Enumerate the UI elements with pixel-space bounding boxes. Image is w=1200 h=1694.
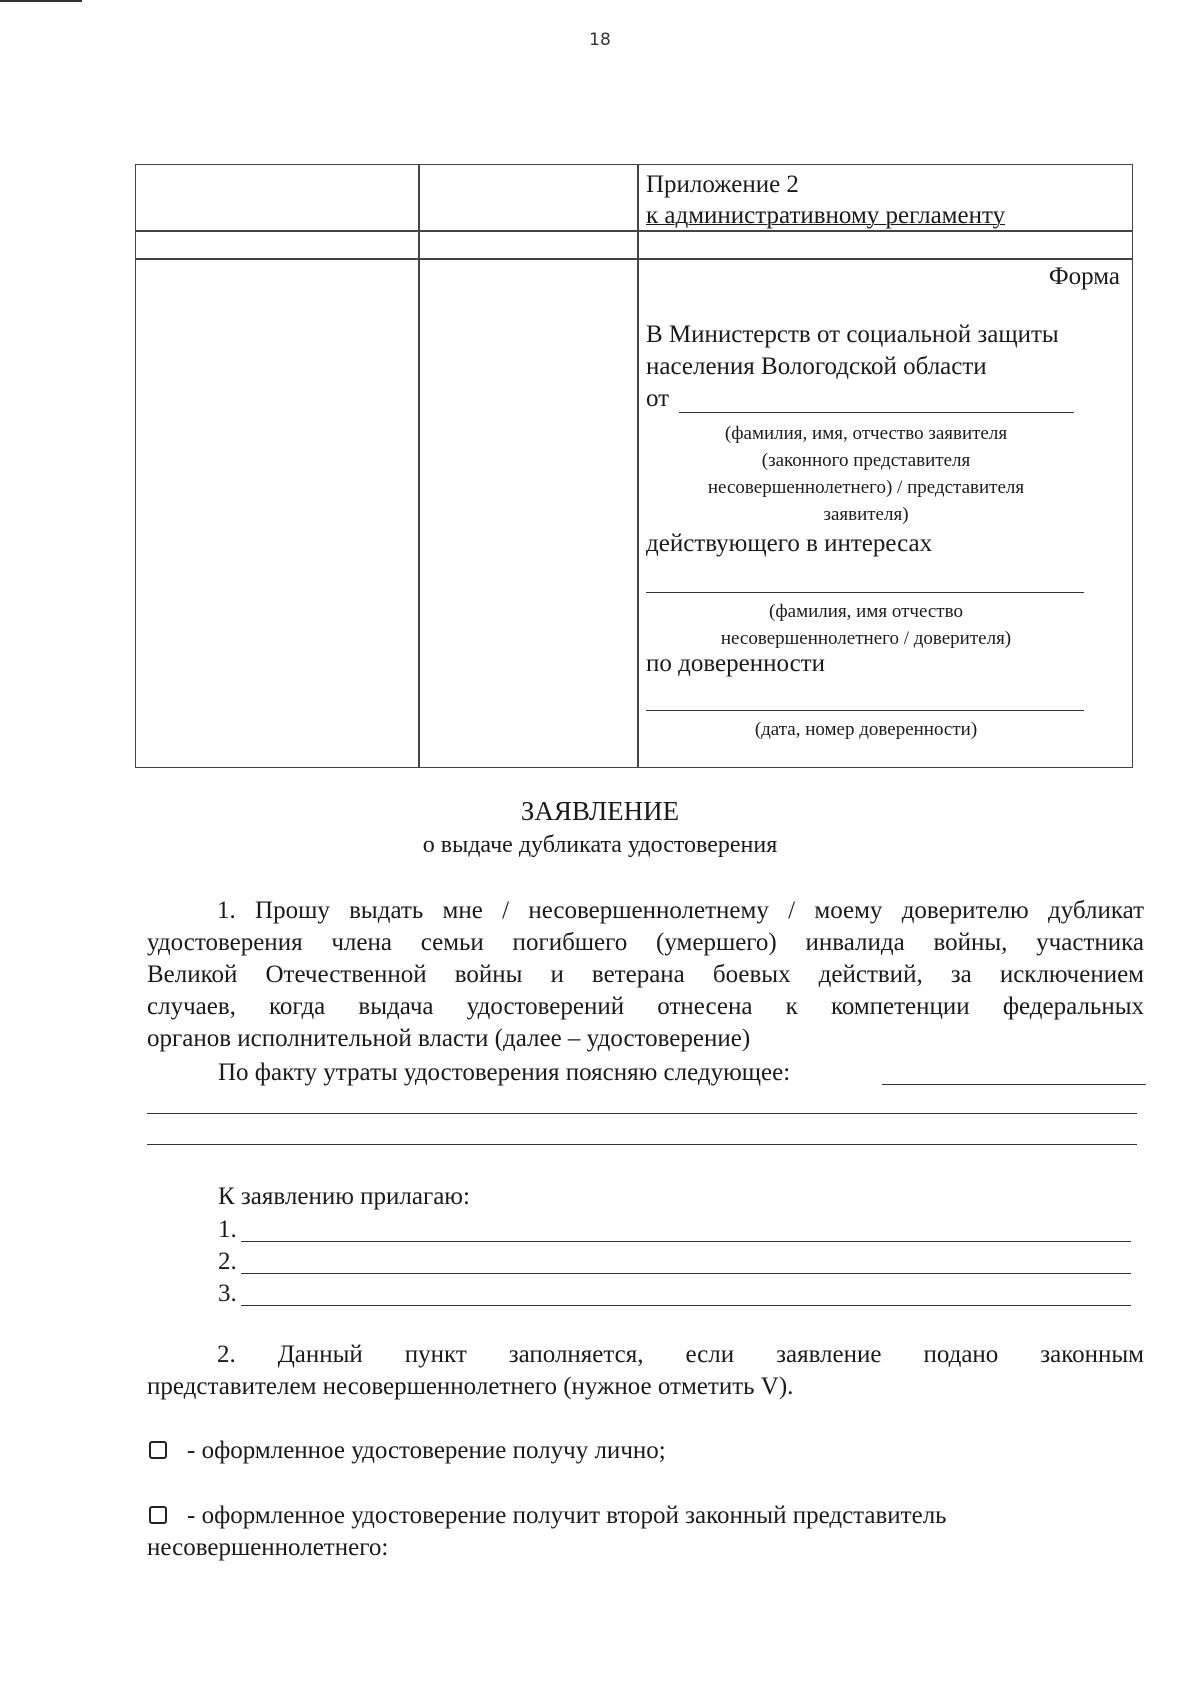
attachment-field-2[interactable] [241,1273,1131,1274]
request-line-1: 1. Прошу выдать мне / несовершеннолетнему / моему доверителю дубликат [217,897,1144,924]
document-subtitle: о выдаче дубликата удостоверения [422,832,778,858]
recipient-line-2: населения Вологодской области [646,353,987,380]
option-second-representative-checkbox[interactable] [149,1506,167,1524]
acting-label: действующего в интересах [646,530,933,557]
representative-line-1: 2. Данный пункт заполняется, если заявление подано законным [217,1341,1144,1368]
attachments-label: К заявлению прилагаю: [218,1183,470,1210]
applicant-note-1: (фамилия, имя, отчество заявителя [724,423,1008,444]
loss-explanation-field-2[interactable] [147,1113,1137,1114]
row-divider-2 [136,258,1132,260]
attachment-number-2: 2. [218,1248,237,1275]
from-label: от [646,385,670,412]
representative-line-2: представителем несовершеннолетнего (нужное отметить V). [147,1373,794,1400]
corner-mark [0,0,82,2]
power-of-attorney-field[interactable] [646,710,1084,711]
power-of-attorney-note: (дата, номер доверенности) [754,719,978,740]
document-title: ЗАЯВЛЕНИЕ [520,796,680,826]
applicant-note-2: (законного представителя [761,450,971,471]
option-receive-personally-checkbox[interactable] [149,1441,167,1459]
option-receive-personally-label: - оформленное удостоверение получу лично; [187,1437,666,1464]
header-table [135,164,1133,768]
column-divider-2 [637,165,639,767]
attachment-number-1: 1. [218,1216,237,1243]
request-line-5: органов исполнительной власти (далее – удостоверение) [147,1025,751,1052]
recipient-line-1: В Министерств от социальной защиты [646,321,1059,348]
applicant-name-field[interactable] [679,412,1074,413]
power-of-attorney-label: по доверенности [646,650,825,677]
appendix-subtitle: к административному регламенту [646,202,1006,229]
request-line-4: случаев, когда выдача удостоверений отнесена к компетенции федеральных [147,993,1144,1020]
request-line-3: Великой Отечественной войны и ветерана боевых действий, за исключением [147,961,1144,988]
represented-note-2: несовершеннолетнего / доверителя) [720,628,1012,649]
appendix-title: Приложение 2 [646,171,799,198]
form-label: Форма [1048,263,1120,290]
loss-explanation-field-1[interactable] [882,1084,1146,1085]
column-divider-1 [418,165,420,767]
request-line-2: удостоверения члена семьи погибшего (умершего) инвалида войны, участника [147,929,1144,956]
option-second-representative-label-cont: несовершеннолетнего: [147,1534,389,1561]
option-second-representative-label: - оформленное удостоверение получит второй законный представитель [187,1502,947,1529]
representative-paragraph [147,1339,1144,1403]
applicant-note-4: заявителя) [823,504,909,525]
attachment-field-3[interactable] [241,1305,1131,1306]
attachment-number-3: 3. [218,1280,237,1307]
request-paragraph [147,895,1144,1055]
loss-explanation-field-3[interactable] [147,1144,1137,1145]
attachment-field-1[interactable] [241,1241,1131,1242]
page-number: 18 [589,30,611,50]
represented-note-1: (фамилия, имя отчество [769,601,963,622]
loss-explanation-label: По факту утраты удостоверения поясняю следующее: [218,1059,791,1086]
represented-name-field[interactable] [646,592,1084,593]
applicant-note-3: несовершеннолетнего) / представителя [707,477,1025,498]
